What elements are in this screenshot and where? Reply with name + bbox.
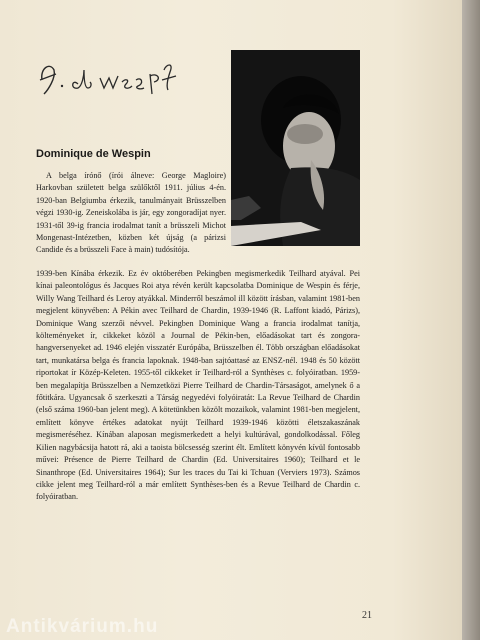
intro-paragraph: A belga írónő (írói álneve: George Magloire) Harkovban született belga szülőktől 1911. július 4-én. 1920-ban Belgiumba érkezik, tanulmányait Brüsszelben végzi 1930-ig. Zeneiskolába is jár, egy zongoradíjat nyer. 1931-től 39-ig francia irodalmat tanít a brüsszeli Michot Mongenast-Intézetben, közben két újság (a párizsi Candide és a brüsszeli Face à main) tudósítója. — [36, 171, 226, 255]
body-paragraph: 1939-ben Kínába érkezik. Ez év októberében Pekingben megismerkedik Teilhard atyával. Pei kínai paleontológus és Jacques Roi atya révén került kapcsolatba Dominique de Wespin és férje, Willy Wang Teilhard és Leroy atyákkal. Minderről beszámol ill között írásban, valamint 1981-ben megjelent könyvében: A Pékin avec Teilhard de Chardin, 1939-1946 (R. Laffont kiadó, Párizs), Dominique Wang szerzői névvel. Pekingben Dominique Wang a francia irodalmat tanítja, költeményeket ír, cikkeket közöl a Journal de Pékin-ben, előadásokat tart és zongora-hangversenyeket ad. 1946 elején visszatér Európába, Brüsszelben él. Több országban előadásokat tart, munkatársa belga és francia lapoknak. 1948-ban sajtóattasé az ENSZ-nél. 1948 és 50 között riportokat ír Közép-Keleten. 1955-től cikkeket ír Teilhard-ról a Synthèses c. folyóiratban. 1959-ben megalapítja Brüsszelben a Nemzetközi Pierre Teilhard de Chardin-Társaságot, amelynek ő a főtitkára. Ugyancsak ő szerkeszti a Társág negyedévi folyóiratát: La Revue Teilhard de Chardin (első száma 1960-ban jelent meg). A kötetünkben közölt mozaikok, valamint 1981-ben megjelent, említett könyve értékes adatokat nyújt Teilhard 1939-1946 közötti életszakaszának megismeréséhez. Kínában alaposan megismerkedett a helyi kultúrával, gondolkodással. Főleg Kilien nagybácsija hatott rá, aki a taoista bölcsesség szerint élt. Említett könyvén kívül fontosabb művei: Présence de Pierre Teilhard de Chardin (Ed. Universitaires 1960); Teilhard et le Sinanthrope (Ed. Universitaires 1964); Sur les traces du Tai ki Tchuan (Verviers 1973). Számos cikke jelent meg Teilhard-ról a már említett Synthèses-ben és a Revue Teilhard de Chardin c. folyóiratban. — [36, 269, 360, 502]
portrait-illustration — [231, 50, 360, 246]
watermark: Antikvárium.hu — [6, 616, 159, 637]
page-edge-shadow — [462, 0, 480, 640]
portrait-photo — [231, 50, 360, 246]
author-heading: Dominique de Wespin — [36, 148, 151, 160]
handwritten-signature — [34, 50, 184, 98]
main-text — [36, 268, 360, 504]
intro-column — [36, 170, 226, 257]
page-number: 21 — [362, 610, 372, 621]
